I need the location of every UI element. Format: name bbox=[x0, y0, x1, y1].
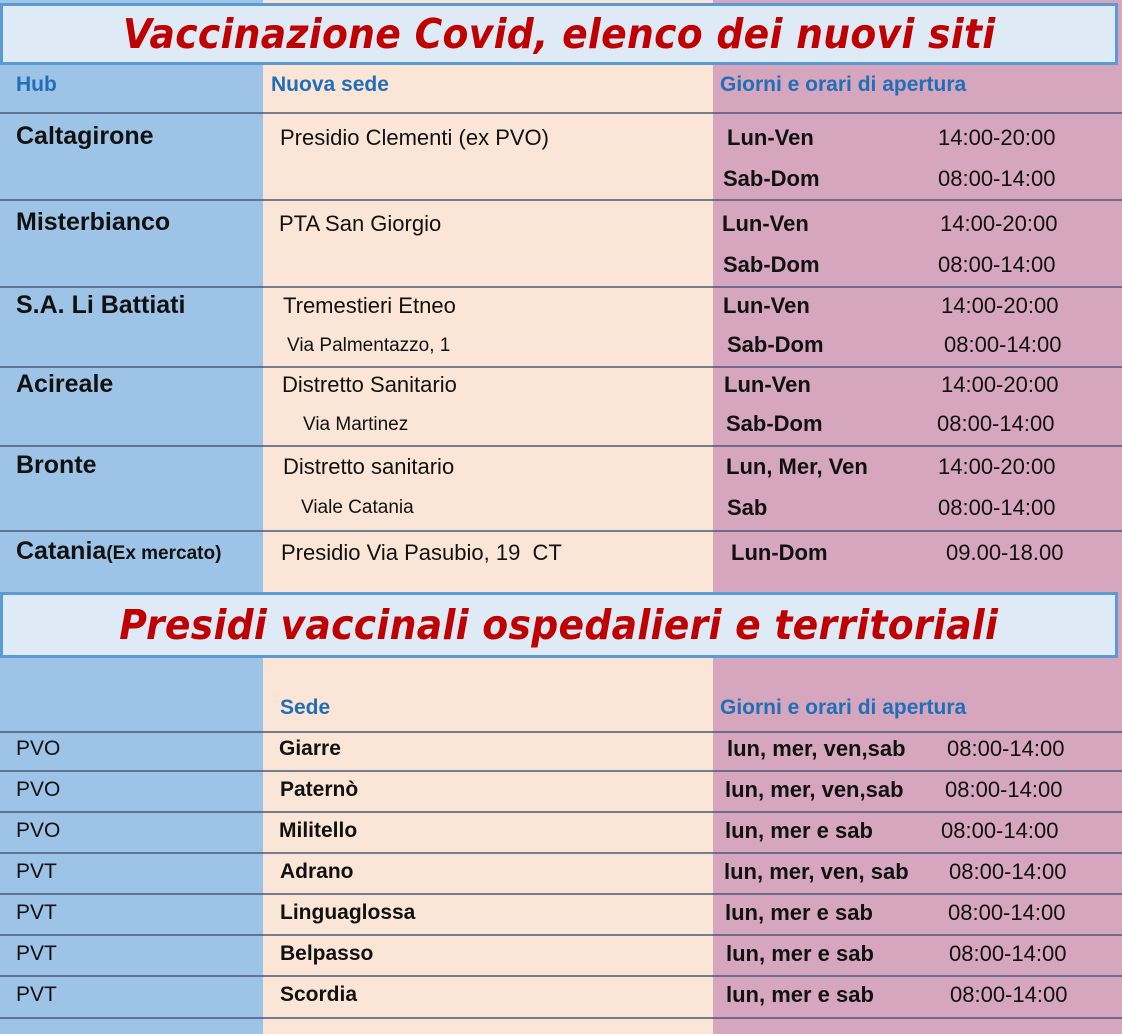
schedule-hours: 08:00-14:00 bbox=[944, 332, 1062, 357]
site-name: Distretto sanitario bbox=[283, 454, 455, 479]
schedule-days: Lun-Ven bbox=[727, 125, 814, 150]
section1-title-band bbox=[0, 3, 1118, 65]
schedule-hours: 08:00-14:00 bbox=[945, 777, 1063, 802]
schedule-days: lun, mer e sab bbox=[726, 941, 874, 966]
site-address: Via Martinez bbox=[303, 414, 409, 435]
section2-title-band bbox=[0, 592, 1118, 658]
hub-name: Catania(Ex mercato) bbox=[16, 537, 222, 565]
schedule-hours: 14:00-20:00 bbox=[938, 125, 1056, 150]
header-hours: Giorni e orari di apertura bbox=[720, 73, 967, 96]
presidio-type: PVT bbox=[16, 983, 57, 1006]
schedule-hours: 08:00-14:00 bbox=[948, 900, 1066, 925]
schedule-days: Lun-Ven bbox=[723, 293, 810, 318]
schedule-days: lun, mer e sab bbox=[725, 818, 873, 843]
presidio-type: PVT bbox=[16, 942, 57, 965]
schedule-hours: 08:00-14:00 bbox=[941, 818, 1059, 843]
row-divider bbox=[0, 731, 1122, 733]
schedule-days: Lun, Mer, Ven bbox=[726, 454, 868, 479]
row-divider bbox=[0, 366, 1122, 368]
presidio-site: Militello bbox=[279, 819, 358, 842]
presidio-type: PVO bbox=[16, 778, 61, 801]
schedule-days: Sab-Dom bbox=[727, 332, 824, 357]
schedule-hours: 08:00-14:00 bbox=[949, 941, 1067, 966]
header-hours: Giorni e orari di apertura bbox=[720, 696, 967, 719]
section2-title: Presidi vaccinali ospedalieri e territoriali bbox=[119, 601, 999, 649]
schedule-days: Sab-Dom bbox=[723, 252, 820, 277]
row-divider bbox=[0, 934, 1122, 936]
schedule-hours: 14:00-20:00 bbox=[938, 454, 1056, 479]
presidio-site: Paternò bbox=[280, 778, 359, 801]
schedule-days: Lun-Ven bbox=[722, 211, 809, 236]
section1-title: Vaccinazione Covid, elenco dei nuovi siti bbox=[122, 10, 996, 58]
presidio-type: PVO bbox=[16, 737, 61, 760]
row-divider bbox=[0, 445, 1122, 447]
row-divider bbox=[0, 530, 1122, 532]
site-address: Via Palmentazzo, 1 bbox=[287, 335, 451, 356]
schedule-hours: 09.00-18.00 bbox=[946, 540, 1064, 565]
schedule-days: lun, mer, ven, sab bbox=[724, 859, 909, 884]
presidio-site: Linguaglossa bbox=[280, 901, 416, 924]
row-divider bbox=[0, 1017, 1122, 1019]
schedule-days: Sab bbox=[727, 495, 768, 520]
presidio-site: Scordia bbox=[280, 983, 358, 1006]
schedule-hours: 14:00-20:00 bbox=[941, 293, 1059, 318]
row-divider bbox=[0, 199, 1122, 201]
hub-name: Bronte bbox=[16, 451, 97, 479]
hub-name: Misterbianco bbox=[16, 208, 171, 236]
row-divider bbox=[0, 975, 1122, 977]
row-divider bbox=[0, 893, 1122, 895]
schedule-days: lun, mer, ven,sab bbox=[727, 736, 906, 761]
hub-name: Acireale bbox=[16, 370, 114, 398]
hub-note: (Ex mercato) bbox=[106, 543, 222, 564]
schedule-days: Lun-Dom bbox=[731, 540, 828, 565]
presidio-site: Giarre bbox=[279, 737, 341, 760]
row-divider bbox=[0, 112, 1122, 114]
presidio-type: PVO bbox=[16, 819, 61, 842]
header-hub: Hub bbox=[16, 73, 57, 96]
header-new-site: Nuova sede bbox=[271, 73, 389, 96]
schedule-days: lun, mer e sab bbox=[725, 900, 873, 925]
presidio-site: Belpasso bbox=[280, 942, 374, 965]
site-name: Presidio Via Pasubio, 19 CT bbox=[281, 540, 562, 565]
site-name: PTA San Giorgio bbox=[279, 211, 442, 236]
presidio-type: PVT bbox=[16, 901, 57, 924]
schedule-hours: 08:00-14:00 bbox=[949, 859, 1067, 884]
row-divider bbox=[0, 852, 1122, 854]
hub-name: Caltagirone bbox=[16, 122, 154, 150]
schedule-days: lun, mer e sab bbox=[726, 982, 874, 1007]
schedule-days: Sab-Dom bbox=[726, 411, 823, 436]
presidio-type: PVT bbox=[16, 860, 57, 883]
schedule-days: Sab-Dom bbox=[723, 166, 820, 191]
site-name: Tremestieri Etneo bbox=[283, 293, 456, 318]
schedule-hours: 08:00-14:00 bbox=[938, 252, 1056, 277]
site-name: Distretto Sanitario bbox=[282, 372, 457, 397]
schedule-hours: 08:00-14:00 bbox=[938, 166, 1056, 191]
schedule-hours: 14:00-20:00 bbox=[940, 211, 1058, 236]
schedule-hours: 14:00-20:00 bbox=[941, 372, 1059, 397]
schedule-days: Lun-Ven bbox=[724, 372, 811, 397]
site-name: Presidio Clementi (ex PVO) bbox=[280, 125, 549, 150]
site-address: Viale Catania bbox=[301, 497, 414, 518]
presidio-site: Adrano bbox=[280, 860, 354, 883]
row-divider bbox=[0, 811, 1122, 813]
schedule-hours: 08:00-14:00 bbox=[950, 982, 1068, 1007]
row-divider bbox=[0, 286, 1122, 288]
schedule-hours: 08:00-14:00 bbox=[947, 736, 1065, 761]
header-site: Sede bbox=[280, 696, 331, 719]
hub-name: S.A. Li Battiati bbox=[16, 291, 186, 319]
schedule-hours: 08:00-14:00 bbox=[937, 411, 1055, 436]
schedule-hours: 08:00-14:00 bbox=[938, 495, 1056, 520]
schedule-days: lun, mer, ven,sab bbox=[725, 777, 904, 802]
row-divider bbox=[0, 770, 1122, 772]
